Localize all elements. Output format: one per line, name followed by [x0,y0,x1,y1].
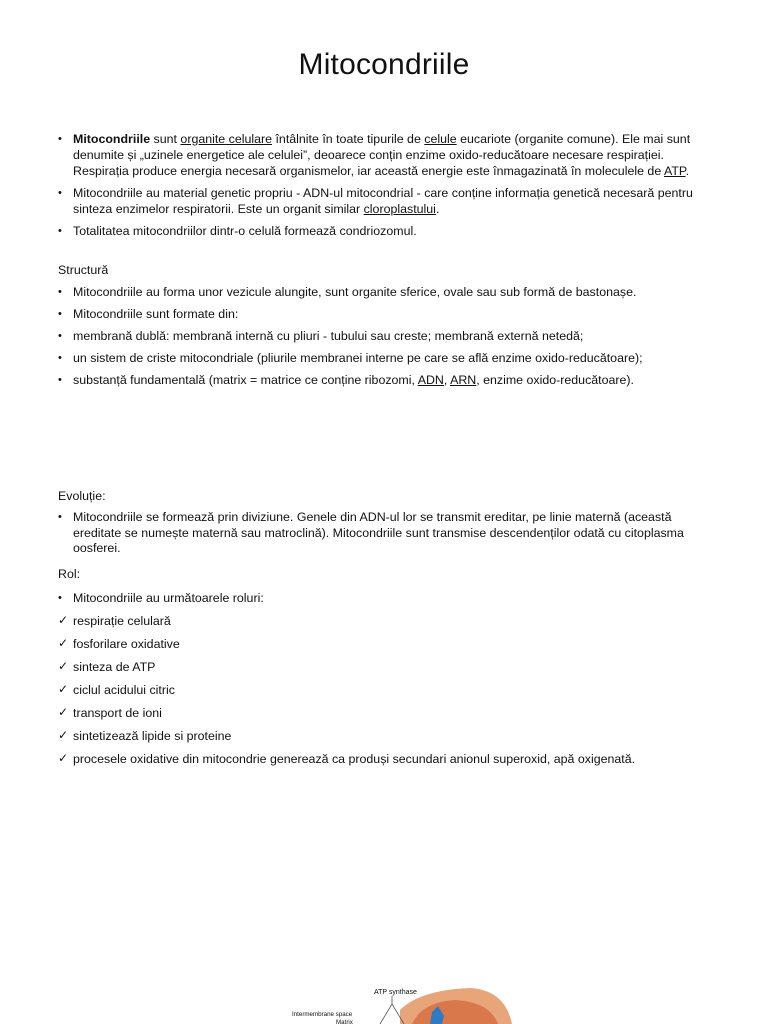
bullet-icon: • [58,330,62,342]
text: respirație celulară [73,614,171,628]
link-adn[interactable]: ADN [417,373,444,387]
structure-section [58,262,710,388]
role-section [58,566,710,767]
list-item [58,590,710,606]
list-item [58,185,710,217]
link-atp[interactable]: ATP [663,164,686,178]
list-item [58,131,710,179]
check-item [58,636,710,652]
evolution-section [58,488,710,557]
checkmark-icon: ✓ [58,751,69,765]
label-matrix: Matrix [336,1019,353,1024]
link-cloroplastului[interactable]: cloroplastului [363,202,436,216]
check-item [58,682,710,698]
list-item [58,372,710,388]
text: Mitocondriile au forma unor vezicule alungite, sunt organite sferice, ovale sau sub formă de bastonașe. [73,285,637,299]
label-intermembrane-space: Intermembrane space [292,1011,353,1018]
term-bold: Mitocondriile [73,132,151,146]
text: Mitocondriile au material genetic propriu - ADN-ul mitocondrial - care conține informația genetică necesară pentru sinteza enzimelor respiratorii. Este un organit similar [73,186,693,216]
text: procesele oxidative din mitocondrie generează ca produși secundari anionul superoxid, apă oxigenată. [73,752,636,766]
list-item [58,510,710,557]
page-title: Mitocondriile [298,48,470,81]
link-organite-celulare[interactable]: organite celulare [180,132,273,146]
section-heading-role: Rol: [58,567,81,581]
checkmark-icon: ✓ [58,613,69,627]
label-atp-synthase: ATP synthase [374,989,417,996]
text: sunt [150,132,181,146]
text: transport de ioni [73,706,162,720]
text: Mitocondriile au următoarele roluri: [73,591,264,605]
text: fosforilare oxidative [73,637,180,651]
link-arn[interactable]: ARN [450,373,477,387]
bullet-icon: • [58,511,62,523]
check-item [58,705,710,721]
check-item [58,659,710,675]
text: eucariote (organite comune). Ele mai sunt denumite și „uzinele energetice ale celulei”, deoarece conțin enzime oxido-reducătoare necesare respirației. Respirația produce energia necesară organismelor, iar această energie este înmagazinată în moleculele de [73,132,691,178]
check-item [58,728,710,744]
text: . [435,202,440,216]
role-checklist [58,613,710,767]
bullet-icon: • [58,308,62,320]
section-heading-evolution: Evoluție: [58,489,106,503]
list-item [58,284,710,300]
checkmark-icon: ✓ [58,659,69,673]
list-item [58,328,710,344]
text: Totalitatea mitocondriilor dintr-o celulă formează condriozomul. [73,224,417,238]
mitochondrion-diagram [280,982,520,1024]
checkmark-icon: ✓ [58,636,69,650]
bullet-icon: • [58,286,62,298]
text: un sistem de criste mitocondriale (pliurile membranei interne pe care se află enzime oxido-reducătoare); [73,351,643,365]
bullet-icon: • [58,133,62,145]
checkmark-icon: ✓ [58,682,69,696]
link-celule[interactable]: celule [424,132,457,146]
checkmark-icon: ✓ [58,705,69,719]
text: Mitocondriile sunt formate din: [73,307,239,321]
text: sintetizează lipide si proteine [73,729,232,743]
check-item [58,751,710,767]
list-item [58,223,710,239]
text: întâlnite în toate tipurile de [272,132,425,146]
text: ciclul acidului citric [73,683,175,697]
text: substanță fundamentală (matrix = matrice ce conține ribozomi, [73,373,418,387]
mitochondrion-illustration [280,982,520,1024]
intro-section [58,131,710,239]
bullet-icon: • [58,374,62,386]
checkmark-icon: ✓ [58,728,69,742]
bullet-icon: • [58,592,62,604]
bullet-icon: • [58,225,62,237]
list-item [58,350,710,366]
text: , [443,373,451,387]
check-item [58,613,710,629]
bullet-icon: • [58,187,62,199]
bullet-icon: • [58,352,62,364]
text: , enzime oxido-reducătoare). [476,373,634,387]
text: membrană dublă: membrană internă cu pliuri - tubului sau creste; membrană externă netedă; [73,329,584,343]
list-item [58,306,710,322]
section-heading-structure: Structură [58,263,109,277]
text: Mitocondriile se formează prin diviziune. Genele din ADN-ul lor se transmit ereditar, pe linie maternă (această ereditate se numește maternă sau matroclină). Mitocondriile sunt transmise descendenților odată cu citoplasma oosferei. [73,510,684,555]
text: . [685,164,690,178]
text: sinteza de ATP [73,660,156,674]
